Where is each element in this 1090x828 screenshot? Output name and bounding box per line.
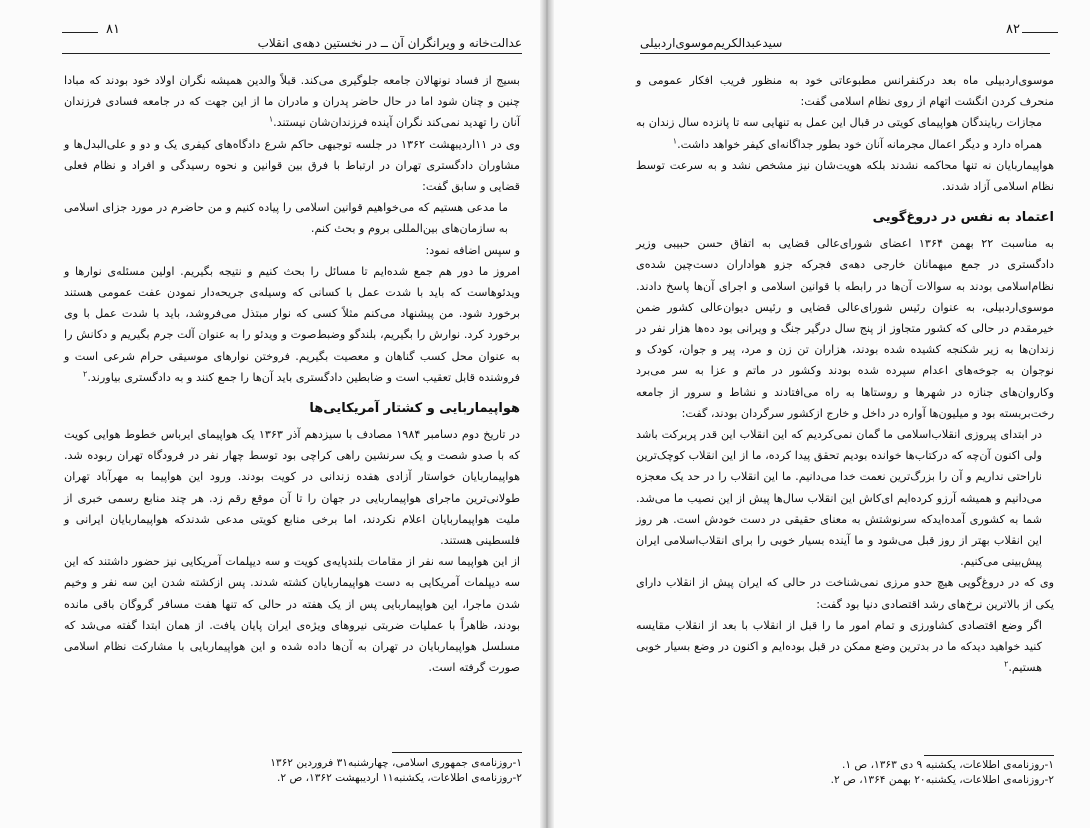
footnote-ref: ۱ <box>672 135 678 145</box>
quote-paragraph: اگر وضع اقتصادی کشاورزی و تمام امور ما را قبل از انقلاب با بعد از انقلاب مقایسه کنید خواهید دیدکه ما در بدترین وضع ممکن در قبل بوده‌ایم و اکنون در وضع بسیار خوبی هستیم.$^۲$ <box>636 618 1042 675</box>
book-gutter <box>540 0 554 828</box>
paragraph: امروز ما دور هم جمع شده‌ایم تا مسائل را بحث کنیم و نتیجه بگیریم. اولین مسئله‌ی نوارها و ویدئوهاست که باید با شدت عمل با کسانی که وسیله‌ی جریحه‌دار نمودن عفت عمومی هستند برخورد شود. من پیشنهاد می‌کنم مثلاً کسی که نوار مبتذل می‌فروشد، باید با شدت عمل با وی برخورد کرد. نوارش را بگیریم، بلندگو وضبط‌صوت و ویدئو را به عنوان آلت جرم بگیریم و دکانش را به عنوان محل کسب گناهان و معصیت بگیریم. فروختن نوارهای موسیقی حرام شرعی است و فروشنده قابل تعقیب است و ضابطین دادگستری باید آن‌ها را جمع کنند و به دادگستری بیاورند.$^۲$ <box>64 264 520 384</box>
paragraph: وی که در دروغ‌گویی هیچ حدو مرزی نمی‌شناخت در حالی که ایران پیش از انقلاب دارای یکی از بالاترین نرخ‌های رشد اقتصادی دنیا بود گفت: <box>636 576 1054 611</box>
paragraph: وی در ۱۱اردیبهشت ۱۳۶۲ در جلسه توجیهی حاکم شرع دادگاه‌های کیفری یک و دو و علی‌البدل‌ها و مشاوران دادگستری تهران در ارتباط با فرق بین قوانین و نحوه رسیدگی و افراد و نظام فعلی قضایی و سابق گفت: <box>64 137 520 194</box>
footnote-rule <box>924 755 1054 756</box>
footnote-ref: ۱ <box>268 114 274 124</box>
right-page-header <box>640 22 1050 50</box>
footnote-ref: ۲ <box>83 369 88 379</box>
running-title: عدالت‌خانه و ویرانگران آن ــ در نخستین دهه‌ی انقلاب <box>257 36 522 50</box>
section-heading: اعتماد به نفس در دروغ‌گویی <box>872 210 1054 226</box>
paragraph: به مناسبت ۲۲ بهمن ۱۳۶۴ اعضای شورای‌عالی قضایی به اتفاق حسن حبیبی وزیر دادگستری در جمع میهمانان خارجی دهه‌ی فجرکه جزو هواداران دست‌چین شده‌ی نظام‌اسلامی بودند به سوالات آن‌ها در رابطه با قوانین اسلامی و اجرای آن‌ها پاسخ دادند. موسوی‌اردبیلی، به عنوان رئیس شورای‌عالی قضایی و رئیس دیوان‌عالی کشور ضمن خیرمقدم در حالی که کشور متجاوز از پنج سال درگیر جنگ و ویرانی بود ده‌ها هزار نفر در زندان‌ها به زیر شکنجه کشیده شده بودند، هزاران تن زن و مرد، پیر و جوان، کودک و نوجوان به جوخه‌های اعدام سپرده شده بودند وکشور در ماتم و عزا به سر می‌برد وکاروان‌های جنازه در شهرها و روستاها به راه می‌افتادند و نشاط و سرور از جامعه رخت‌بربسته بود و میلیون‌ها آواره در داخل و خارج ازکشور سرگردان بودند، گفت: <box>636 237 1054 420</box>
quote-paragraph: در ابتدای پیروزی انقلاب‌اسلامی ما گمان نمی‌کردیم که این انقلاب این قدر پربرکت باشد ولی اکنون آن‌چه که درکتاب‌ها خوانده بودیم تحقق پیدا کرده، ما از این انقلاب کوچک‌ترین ناراحتی نداریم و آن را بزرگ‌ترین نعمت خدا می‌دانیم. ما این انقلاب را در حد یک معجزه می‌دانیم و همیشه آرزو کرده‌ایم ای‌کاش این انقلاب سال‌ها پیش از این نصیب ما می‌شد. شما به کشوری آمده‌ایدکه سرنوشتش به معنای حقیقی در دست خودش است. هر روز این انقلاب بهتر از روز قبل می‌شود و ما آینده بسیار خوبی را برای انقلاب‌اسلامی ایران پیش‌بینی می‌کنیم. <box>636 428 1042 569</box>
footnote-ref: ۲ <box>1004 659 1009 669</box>
right-page-body <box>636 70 1054 678</box>
paragraph: از این هواپیما سه نفر از مقامات بلندپایه‌ی کویت و سه دیپلمات آمریکایی نیز حضور داشتند که این سه دیپلمات آمریکایی به دست هواپیماربایان کشته شدند. پس ازکشته شدن این سه نفر و وخیم شدن ماجرا، این هواپیماربایی پس از یک هفته در حالی که تنها هفت مسافر گروگان باقی مانده بودند، ظاهراً با عملیات ضربتی نیروهای ویژه‌ی ایران پایان یافت. از همان ابتدا گفته می‌شد که مسلسل هواپیماربایان در تهران به آن‌ها داده شده و این هواپیماربایی با مشارکت نظام اسلامی صورت گرفته است. <box>64 555 520 675</box>
footnote-rule <box>392 752 522 753</box>
paragraph: بسیج از فساد نونهالان جامعه جلوگیری می‌کند. قبلاً والدین همیشه نگران اولاد خود بودند که مبادا چنین و چنان شود اما در حال حاضر پدران و مادران ما از این جهت که در جامعه فسادی فرزندان آنان را تهدید نمی‌کند نگران آینده فرزندان‌شان نیستند.$^۱$ <box>64 74 520 130</box>
footnote: ۲-روزنامه‌ی اطلاعات، یکشنبه۲۰ بهمن ۱۳۶۴، ص ۲. <box>830 774 1054 786</box>
left-page-header <box>62 22 522 50</box>
paragraph: هواپیماربایان نه تنها محاکمه نشدند بلکه هویت‌شان نیز مشخص نشد و به سرعت توسط نظام اسلامی آزاد شدند. <box>636 158 1054 194</box>
right-page <box>548 0 1090 828</box>
quote-paragraph: ما مدعی هستیم که می‌خواهیم قوانین اسلامی را پیاده کنیم و من حاضرم در مورد جزای اسلامی به سازمان‌های بین‌المللی بروم و بحث کنم. <box>64 201 508 236</box>
paragraph: و سپس اضافه نمود: <box>425 243 520 257</box>
paragraph: در تاریخ دوم دسامبر ۱۹۸۴ مصادف با سیزدهم آذر ۱۳۶۳ یک هواپیمای ایرباس خطوط هوایی کویت که با صدو شصت و یک سرنشین راهی کراچی بود توسط چهار نفر در فرودگاه تهران ربوده شد. هواپیماربایان خواستار آزادی هفده زندانی در کویت بودند. ورود این هواپیما به مهرآباد تهران طولانی‌ترین ماجرای هواپیماربایی در جهان را تا آن موقع رقم زد. هر چند منابع رسمی خبری از ملیت هواپیماربایان اعلام نکردند، اما برخی منابع کویتی مدعی شدندکه هواپیماربایان ایرانی و فلسطینی هستند. <box>64 428 520 548</box>
footnote: ۱-روزنامه‌ی اطلاعات، یکشنبه ۹ دی ۱۳۶۳، ص ۱. <box>841 759 1054 771</box>
header-rule <box>62 53 522 54</box>
running-title: سیدعبدالکریم‌موسوی‌اردبیلی <box>640 36 783 50</box>
paragraph: موسوی‌اردبیلی ماه بعد درکنفرانس مطبوعاتی خود به منظور فریب افکار عمومی و منحرف کردن انگشت اتهام از روی نظام اسلامی گفت: <box>636 74 1054 109</box>
right-footnotes <box>636 758 1054 788</box>
footnote: ۱-روزنامه‌ی جمهوری اسلامی، چهارشنبه۳۱ فروردین ۱۳۶۲ <box>270 757 522 769</box>
page-number: ۸۲ <box>1006 22 1020 37</box>
left-page-body <box>64 70 520 678</box>
quote-paragraph: مجازات ربایندگان هواپیمای کویتی در قبال این عمل به تنهایی سه تا پانزده سال زندان به همراه دارد و دیگر اعمال مجرمانه آنان خود بطور جداگانه‌ای کیفر خواهد داشت.$^۱$ <box>636 116 1042 151</box>
left-footnotes <box>64 756 522 786</box>
section-heading: هواپیماربایی و کشتار آمریکایی‌ها <box>309 401 520 417</box>
page-number-rule <box>1022 32 1058 33</box>
page-number: ۸۱ <box>106 22 120 37</box>
page-number-rule <box>62 32 98 33</box>
footnote: ۲-روزنامه‌ی اطلاعات، یکشنبه۱۱ اردیبهشت ۱۳۶۲، ص ۲. <box>277 772 522 784</box>
header-rule <box>640 53 1050 54</box>
